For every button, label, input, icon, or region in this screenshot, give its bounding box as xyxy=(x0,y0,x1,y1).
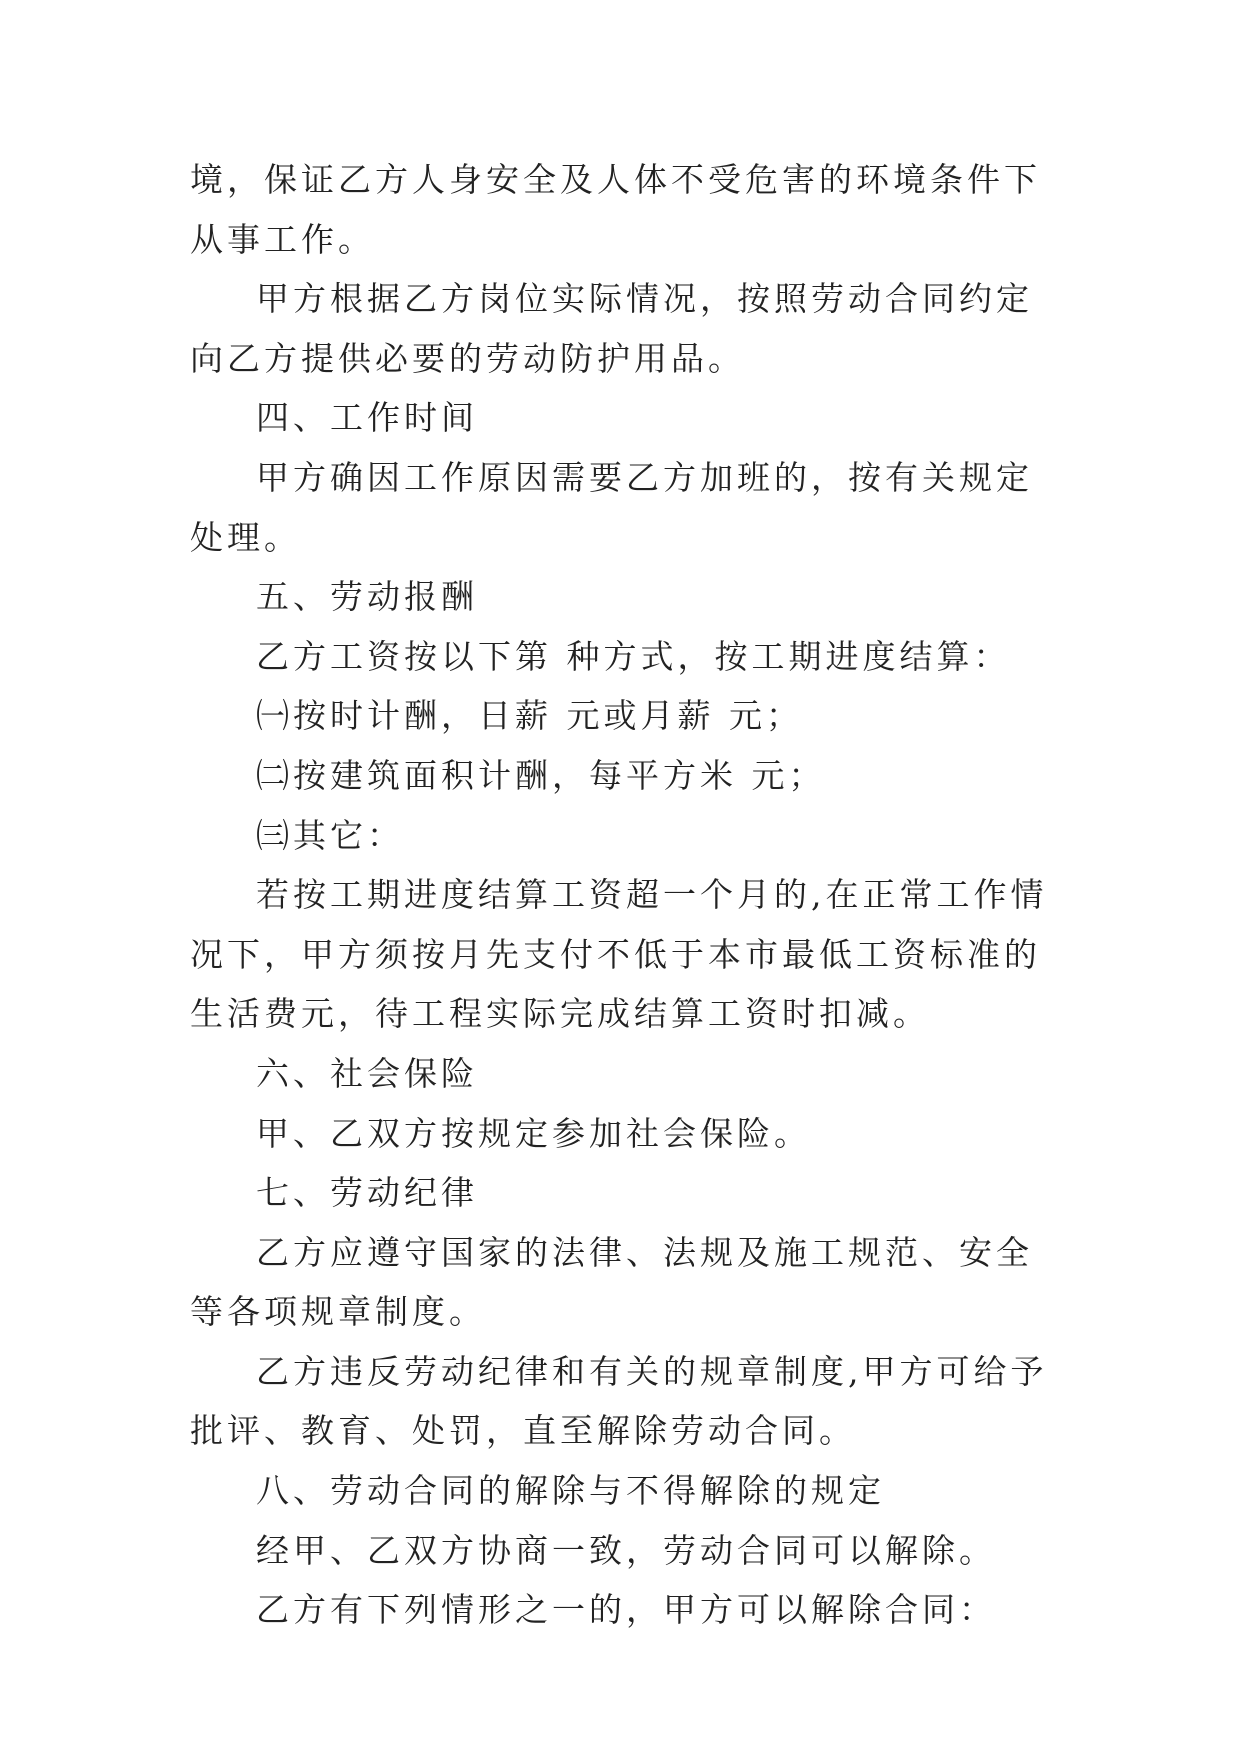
list-item-other: ㈢其它： xyxy=(256,815,404,855)
paragraph-termination-conditions: 乙方有下列情形之一的，甲方可以解除合同： xyxy=(256,1590,996,1630)
section-heading-social-insurance: 六、社会保险 xyxy=(256,1053,478,1093)
paragraph-wage-method: 乙方工资按以下第 种方式，按工期进度结算： xyxy=(256,636,1011,676)
paragraph-social-insurance: 甲、乙双方按规定参加社会保险。 xyxy=(256,1113,811,1153)
list-item-time-based-pay: ㈠按时计酬，日薪 元或月薪 元； xyxy=(256,696,803,736)
section-heading-labor-discipline: 七、劳动纪律 xyxy=(256,1173,478,1213)
section-heading-working-hours: 四、工作时间 xyxy=(256,398,478,438)
document-body xyxy=(190,150,1060,1640)
paragraph-mutual-termination: 经甲、乙双方协商一致，劳动合同可以解除。 xyxy=(256,1530,996,1570)
section-heading-contract-termination: 八、劳动合同的解除与不得解除的规定 xyxy=(256,1471,885,1511)
paragraph-comply-regulations: 乙方应遵守国家的法律、法规及施工规范、安全等各项规章制度。 xyxy=(190,1232,1033,1332)
list-item-area-based-pay: ㈡按建筑面积计酬，每平方米 元； xyxy=(256,755,826,795)
paragraph-living-allowance: 若按工期进度结算工资超一个月的,在正常工作情况下，甲方须按月先支付不低于本市最低工资标准的生活费元，待工程实际完成结算工资时扣减。 xyxy=(190,875,1048,1034)
paragraph-protective-equipment: 甲方根据乙方岗位实际情况，按照劳动合同约定向乙方提供必要的劳动防护用品。 xyxy=(190,279,1033,378)
paragraph-overtime: 甲方确因工作原因需要乙方加班的，按有关规定处理。 xyxy=(190,457,1033,557)
paragraph-continuation: 境，保证乙方人身安全及人体不受危害的环境条件下从事工作。 xyxy=(190,160,1041,259)
section-heading-remuneration: 五、劳动报酬 xyxy=(256,577,478,617)
paragraph-discipline-violation: 乙方违反劳动纪律和有关的规章制度,甲方可给予批评、教育、处罚，直至解除劳动合同。 xyxy=(190,1351,1048,1451)
